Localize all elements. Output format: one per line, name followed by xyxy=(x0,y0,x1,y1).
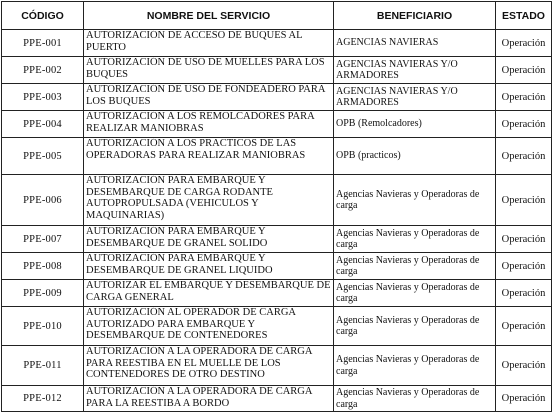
service-code: PPE-004 xyxy=(2,111,84,138)
service-beneficiary: AGENCIAS NAVIERAS Y/O ARMADORES xyxy=(334,84,496,111)
service-state: Operación xyxy=(496,84,552,111)
service-code: PPE-008 xyxy=(2,253,84,280)
table-row xyxy=(2,280,552,307)
table-row xyxy=(2,226,552,253)
header-state: ESTADO xyxy=(496,2,552,30)
service-name: AUTORIZACIÓN DE USO DE FONDEADERO PARA LOS BUQUES xyxy=(84,84,334,111)
service-state: Operación xyxy=(496,307,552,346)
service-code: PPE-001 xyxy=(2,30,84,57)
services-table xyxy=(1,1,552,412)
service-state: Operación xyxy=(496,386,552,412)
service-state: Operación xyxy=(496,226,552,253)
service-beneficiary: OPB (practicos) xyxy=(334,138,496,175)
service-beneficiary: OPB (Remolcadores) xyxy=(334,111,496,138)
service-state: Operación xyxy=(496,253,552,280)
table-row xyxy=(2,386,552,412)
header-code: CÓDIGO xyxy=(2,2,84,30)
service-beneficiary: Agencias Navieras y Operadoras de carga xyxy=(334,253,496,280)
service-state: Operación xyxy=(496,111,552,138)
service-name: AUTORIZACIÓN DE USO DE MUELLES PARA LOS BUQUES xyxy=(84,57,334,84)
service-beneficiary: Agencias Navieras y Operadoras de carga xyxy=(334,280,496,307)
table-row xyxy=(2,307,552,346)
table-row xyxy=(2,57,552,84)
service-name: AUTORIZAR EL EMBARQUE Y DESEMBARQUE DE CARGA GENERAL xyxy=(84,280,334,307)
service-beneficiary: Agencias Navieras y Operadoras de carga xyxy=(334,175,496,226)
service-code: PPE-006 xyxy=(2,175,84,226)
service-code: PPE-011 xyxy=(2,346,84,386)
service-state: Operación xyxy=(496,280,552,307)
service-name: AUTORIZACIÓN A LA OPERADORA DE CARGA PARA REESTIBA EN EL MUELLE DE LOS CONTENEDORES DE OTRO DESTINO xyxy=(84,346,334,386)
service-code: PPE-010 xyxy=(2,307,84,346)
header-service-name: NOMBRE DEL SERVICIO xyxy=(84,2,334,30)
service-name: AUTORIZACIÓN AL OPERADOR DE CARGA AUTORIZADO PARA EMBARQUE Y DESEMBARQUE DE CONTENEDORES xyxy=(84,307,334,346)
table-row xyxy=(2,84,552,111)
service-code: PPE-009 xyxy=(2,280,84,307)
service-beneficiary: Agencias Navieras y Operadoras de carga xyxy=(334,226,496,253)
service-state: Operación xyxy=(496,138,552,175)
service-state: Operación xyxy=(496,346,552,386)
service-beneficiary: AGENCIAS NAVIERAS Y/O ARMADORES xyxy=(334,57,496,84)
service-code: PPE-007 xyxy=(2,226,84,253)
service-state: Operación xyxy=(496,175,552,226)
service-beneficiary: Agencias Navieras y Operadoras de carga xyxy=(334,346,496,386)
service-code: PPE-002 xyxy=(2,57,84,84)
service-beneficiary: Agencias Navieras y Operadoras de carga xyxy=(334,386,496,412)
table-row xyxy=(2,175,552,226)
service-name: AUTORIZACIÓN A LOS REMOLCADORES PARA REALIZAR MANIOBRAS xyxy=(84,111,334,138)
service-name: AUTORIZACIÓN DE ACCESO DE BUQUES AL PUERTO xyxy=(84,30,334,57)
service-name: AUTORIZACIÓN A LOS PRACTICOS DE LAS OPERADORAS PARA REALIZAR MANIOBRAS xyxy=(84,138,334,175)
service-state: Operación xyxy=(496,57,552,84)
service-code: PPE-005 xyxy=(2,138,84,175)
service-name: AUTORIZACIÓN PARA EMBARQUE Y DESEMBARQUE DE CARGA RODANTE AUTOPROPULSADA (VEHICULOS Y MAQUINARIAS) xyxy=(84,175,334,226)
service-state: Operación xyxy=(496,30,552,57)
header-beneficiary: BENEFICIARIO xyxy=(334,2,496,30)
table-row xyxy=(2,30,552,57)
service-beneficiary: Agencias Navieras y Operadoras de carga xyxy=(334,307,496,346)
header-row xyxy=(2,2,552,30)
service-name: AUTORIZACIÓN A LA OPERADORA DE CARGA PARA LA REESTIBA A BORDO xyxy=(84,386,334,412)
table-row xyxy=(2,111,552,138)
table-row xyxy=(2,346,552,386)
service-name: AUTORIZACIÓN PARA EMBARQUE Y DESEMBARQUE DE GRANEL SOLIDO xyxy=(84,226,334,253)
table-row xyxy=(2,138,552,175)
service-beneficiary: AGENCIAS NAVIERAS xyxy=(334,30,496,57)
service-code: PPE-003 xyxy=(2,84,84,111)
service-name: AUTORIZACIÓN PARA EMBARQUE Y DESEMBARQUE DE GRANEL LIQUIDO xyxy=(84,253,334,280)
table-row xyxy=(2,253,552,280)
service-code: PPE-012 xyxy=(2,386,84,412)
